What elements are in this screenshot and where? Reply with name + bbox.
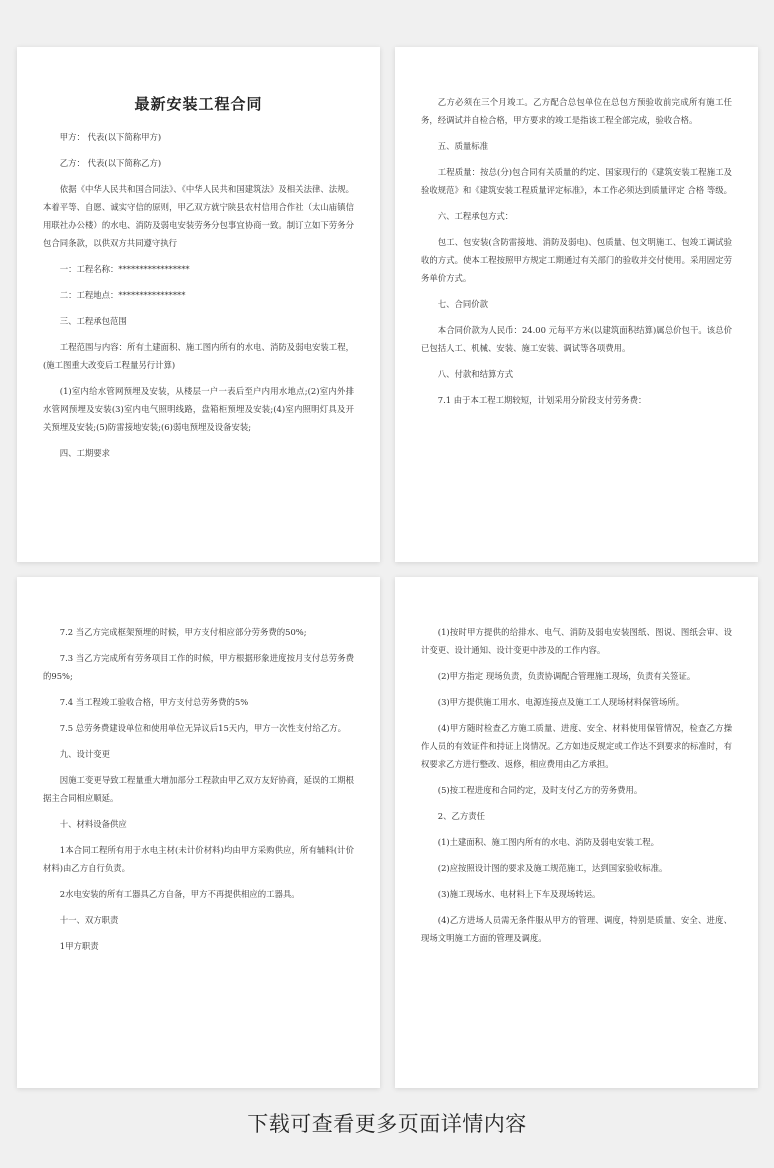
body-paragraph: (1)室内给水管网预埋及安装，从楼层一户一表后至户内用水地点;(2)室内外排水管网预埋及安装(3)室内电气照明线路，盘箱柜预埋及安装;(4)室内照明灯具及开关预埋及安装;(5)防雷接地安装;(6)弱电预埋及设备安装; [43, 386, 354, 432]
body-paragraph: (2)甲方指定 现场负责，负责协调配合管理施工现场，负责有关签证。 [437, 671, 696, 681]
preamble-paragraph: 依据《中华人民共和国合同法》、《中华人民共和国建筑法》及相关法律、法规。本着平等、自愿、诚实守信的原则，甲乙双方就宁陕县农村信用合作社（太山庙镇信用联社办公楼）的水电、消防及弱电安装劳务分包事宜协商一致。制订立如下劳务分包合同条款，以供双方共同遵守执行 [43, 184, 354, 248]
section-heading: 十、材料设备供应 [59, 819, 127, 829]
section-heading: 七、合同价款 [437, 299, 489, 309]
body-paragraph: 因施工变更导致工程量重大增加部分工程款由甲乙双方友好协商，延误的工期根据主合同相应顺延。 [43, 775, 354, 803]
section-heading: 六、工程承包方式： [437, 211, 514, 221]
body-paragraph: 7.4 当工程竣工验收合格，甲方支付总劳务费的5% [59, 697, 249, 707]
body-paragraph: 工程质量：按总(分)包合同有关质量的约定、国家现行的《建筑安装工程施工及验收规范》和《建筑安装工程质量评定标准》，本工作必须达到质量评定 合格 等级。 [421, 167, 733, 195]
party-a-line: 甲方： 代表(以下简称甲方) [59, 132, 162, 142]
body-paragraph: (1)土建面积、施工图内所有的水电、消防及弱电安装工程。 [437, 837, 660, 847]
party-b-line: 乙方： 代表(以下简称乙方) [59, 158, 162, 168]
document-page-4 [395, 577, 758, 1088]
body-paragraph: 7.5 总劳务费建设单位和使用单位无异议后15天内，甲方一次性支付给乙方。 [59, 723, 347, 733]
body-paragraph: 乙方必须在三个月竣工。乙方配合总包单位在总包方预验收前完成所有施工任务，经调试并自检合格，甲方要求的竣工是指该工程全部完成，验收合格。 [421, 97, 732, 125]
section-heading: 三、工程承包范围 [59, 316, 127, 326]
body-paragraph: 2水电安装的所有工器具乙方自备，甲方不再提供相应的工器具。 [59, 889, 300, 899]
body-paragraph: 包工、包安装(含防雷接地、消防及弱电)、包质量、包文明施工、包竣工调试验收的方式。使本工程按照甲方规定工期通过有关部门的验收并交付使用。采用固定劳务单价方式。 [421, 237, 732, 283]
body-paragraph: 1本合同工程所有用于水电主材(未计价材料)均由甲方采购供应，所有辅料(计价材料)由乙方自行负责。 [43, 845, 354, 873]
body-paragraph: 本合同价款为人民币：24.00 元每平方米(以建筑面积结算)属总价包干。该总价已包括人工、机械、安装、施工安装、调试等各项费用。 [421, 325, 732, 353]
body-paragraph: 7.2 当乙方完成框架预埋的时候，甲方支付相应部分劳务费的50%; [59, 627, 307, 637]
project-name-line: 一：工程名称：***************** [59, 264, 190, 274]
section-heading: 八、付款和结算方式 [437, 369, 514, 379]
section-heading: 2、乙方责任 [437, 811, 485, 821]
document-title: 最新安装工程合同 [134, 95, 263, 113]
body-paragraph: (3)施工现场水、电材料上下车及现场转运。 [437, 889, 601, 899]
section-heading: 十一、双方职责 [59, 915, 119, 925]
body-paragraph: (4)乙方进场人员需无条件服从甲方的管理、调度，特别是质量、安全、进度、现场文明施工方面的管理及调度。 [421, 915, 732, 943]
document-page-3 [17, 577, 380, 1088]
body-paragraph: 7.1 由于本工程工期较短，计划采用分阶段支付劳务费： [437, 395, 647, 405]
body-paragraph: (2)应按照设计图的要求及施工规范施工，达到国家验收标准。 [437, 863, 668, 873]
section-heading: 四、工期要求 [59, 448, 111, 458]
section-heading: 九、设计变更 [59, 749, 111, 759]
body-paragraph: 工程范围与内容：所有土建面积、施工图内所有的水电、消防及弱电安装工程，(施工图重大改变后工程量另行计算) [43, 342, 354, 370]
body-paragraph: (4)甲方随时检查乙方施工质量、进度、安全、材料使用保管情况，检查乙方操作人员的有效证件和持证上岗情况。乙方如违反规定或工作达不到要求的标准时，有权要求乙方进行整改、返修，相应费用由乙方承担。 [421, 723, 732, 769]
body-paragraph: 1甲方职责 [59, 941, 99, 951]
section-heading: 五、质量标准 [437, 141, 489, 151]
download-more-caption: 下载可查看更多页面详情内容 [247, 1112, 527, 1136]
project-location-line: 二：工程地点：**************** [59, 290, 186, 300]
document-page-1 [17, 47, 380, 562]
body-paragraph: (1)按时甲方提供的给排水、电气、消防及弱电安装图纸、图说、图纸会审、设计变更、设计通知、设计变更中涉及的工作内容。 [421, 627, 732, 655]
body-paragraph: (3)甲方提供施工用水、电源连接点及施工工人现场材料保管场所。 [437, 697, 685, 707]
body-paragraph: 7.3 当乙方完成所有劳务项目工作的时候，甲方根据形象进度按月支付总劳务费的95%; [43, 653, 354, 681]
body-paragraph: (5)按工程进度和合同约定，及时支付乙方的劳务费用。 [437, 785, 643, 795]
document-page-2 [395, 47, 758, 562]
